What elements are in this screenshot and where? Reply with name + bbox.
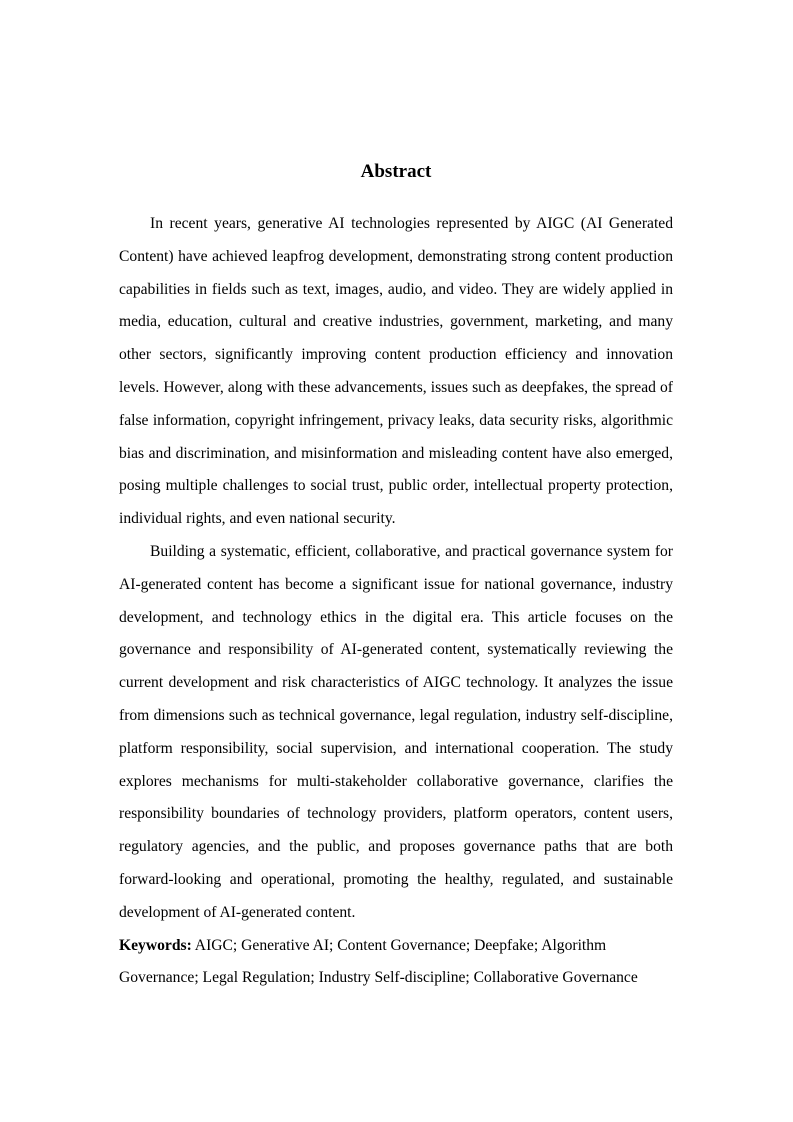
abstract-paragraph-1: In recent years, generative AI technologies represented by AIGC (AI Generated Content) have achieved leapfrog development, demonstrating strong content production capabilities in fields such as text, images, audio, and video. They are widely applied in media, education, cultural and creative industries, government, marketing, and many other sectors, significantly improving content production efficiency and innovation levels. However, along with these advancements, issues such as deepfakes, the spread of false information, copyright infringement, privacy leaks, data security risks, algorithmic bias and discrimination, and misinformation and misleading content have also emerged, posing multiple challenges to social trust, public order, intellectual property protection, individual rights, and even national security. [119,215,673,528]
abstract-section [119,158,673,995]
abstract-title: Abstract [360,161,432,182]
abstract-paragraph-2: Building a systematic, efficient, collaborative, and practical governance system for AI-generated content has become a significant issue for national governance, industry development, and technology ethics in the digital era. This article focuses on the governance and responsibility of AI-generated content, systematically reviewing the current development and risk characteristics of AIGC technology. It analyzes the issue from dimensions such as technical governance, legal regulation, industry self-discipline, platform responsibility, social supervision, and international cooperation. The study explores mechanisms for multi-stakeholder collaborative governance, clarifies the responsibility boundaries of technology providers, platform operators, content users, regulatory agencies, and the public, and proposes governance paths that are both forward-looking and operational, promoting the healthy, regulated, and sustainable development of AI-generated content. [119,542,673,921]
keywords-line [119,930,673,996]
keywords-label: Keywords: [119,936,192,954]
keywords-text: AIGC; Generative AI; Content Governance; Deepfake; Algorithm Governance; Legal Regulation; Industry Self-discipline; Collaborative Governance [119,936,638,987]
